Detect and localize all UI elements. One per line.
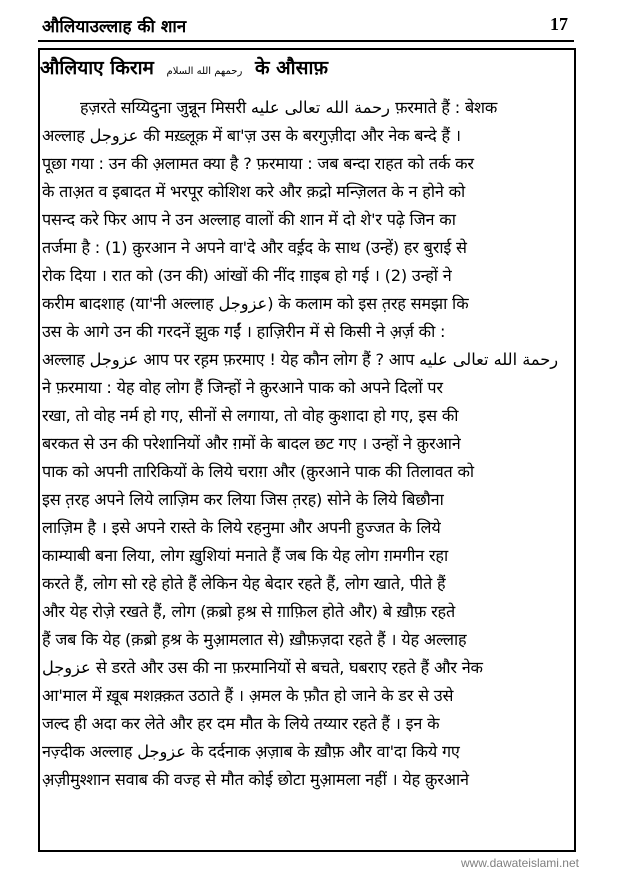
text-line: हज़रते सय्यिदुना जुन्नून मिसरी رحمة الله تعالى عليه फ़रमाते हैं : बेशक [80, 98, 498, 117]
text-line: बरकत से उन की परेशानियों और ग़मों के बादल छट गए । उन्हों ने क़ुरआने [42, 434, 461, 453]
text-line: नज़्दीक अल्लाह عزوجل के दर्दनाक अ़ज़ाब के ख़ौफ़ और वा'दा किये गए [42, 742, 460, 761]
text-line: काम्याबी बना लिया, लोग ख़ुशियां मनाते हैं जब कि येह लोग ग़मगीन रहा [42, 546, 448, 565]
page-number: 17 [550, 14, 568, 34]
text-line: हैं जब कि येह (क़ब्रो ह़श्र के मुआ़मलात से) ख़ौफ़ज़दा रहते हैं । येह अल्लाह [42, 630, 467, 649]
text-line: इस त़रह अपने लिये लाज़िम कर लिया जिस त़रह) सोने के लिये बिछौना [42, 490, 444, 509]
text-line: पसन्द करे फिर आप ने उन अल्लाह वालों की शान में दो शे'र पढ़े जिन का [42, 210, 456, 229]
header-rule [38, 40, 574, 42]
text-line: ने फ़रमाया : येह वोह लोग हैं जिन्हों ने क़ुरआने पाक को अपने दिलों पर [42, 378, 443, 397]
page-header [42, 14, 572, 38]
text-line: उस के आगे उन की गरदनें झुक गईं । हाज़िरीन में से किसी ने अ़र्ज़ की : [42, 322, 446, 341]
text-line: पाक को अपनी तारिकियों के लिये चराग़ और (क़ुरआने पाक की तिलावत को [42, 462, 474, 481]
text-line: और येह रोज़े रखते हैं, लोग (क़ब्रो ह़श्र से ग़ाफ़िल होते और) बे ख़ौफ़ रहते [42, 602, 455, 621]
text-line: रोक दिया । रात को (उन की) आंखों की नींद ग़ाइब हो गई । (2) उन्हों ने [42, 266, 452, 285]
chapter-title-main: औलियाए किराम [40, 57, 154, 79]
text-line: के ताअ़त व इबादत में भरपूर कोशिश करे और क़द्रो मन्ज़िलत के न होने को [42, 182, 465, 201]
text-line: तर्जमा है : (1) क़ुरआन ने अपने वा'दे और वई़द के साथ (उन्हें) हर बुराई से [42, 238, 467, 257]
chapter-banner [40, 50, 329, 80]
text-line: करते हैं, लोग सो रहे होते हैं लेकिन येह बेदार रहते हैं, लोग खाते, पीते हैं [42, 574, 446, 593]
running-title: औलियाउल्लाह की शान [42, 17, 187, 37]
website-footer: www.dawateislami.net [460, 856, 579, 870]
text-line: अल्लाह عزوجل आप पर रह़म फ़रमाए ! येह कौन लोग हैं ? आप رحمة الله تعالى عليه [42, 350, 559, 369]
text-line: पूछा गया : उन की अ़लामत क्या है ? फ़रमाया : जब बन्दा राहत को तर्क कर [42, 154, 474, 173]
text-line: अल्लाह عزوجل की मख़्लूक़ में बा'ज़ उस के बरगुज़ीदा और नेक बन्दे हैं । [42, 126, 461, 145]
text-line: जल्द ही अदा कर लेते और हर दम मौत के लिये तय्यार रहते हैं । इन के [42, 714, 440, 733]
text-line: आ'माल में ख़ूब मशक़्क़त उठाते हैं । अ़मल के फ़ौत हो जाने के डर से उसे [42, 686, 454, 705]
text-line: लाज़िम है । इसे अपने रास्ते के लिये रहनुमा और अपनी हुज्जत के लिये [42, 518, 441, 537]
text-line: अ़ज़ीमुश्शान सवाब की वज्ह से मौत कोई छोटा मुआ़मला नहीं । येह क़ुरआने [42, 770, 469, 789]
chapter-title [40, 54, 328, 80]
text-line: करीम बादशाह (या'नी अल्लाह عزوجل) के कलाम को इस त़रह समझा कि [42, 294, 469, 313]
honorific: رحمهم الله السلام [166, 66, 243, 77]
text-line: عزوجل से डरते और उस की ना फ़रमानियों से बचते, घबराए रहते हैं और नेक [42, 658, 483, 677]
text-line: रखा, तो वोह नर्म हो गए, सीनों से लगाया, तो वोह कुशादा हो गए, इस की [42, 406, 459, 425]
chapter-title-end: के औसाफ़ [254, 57, 329, 79]
